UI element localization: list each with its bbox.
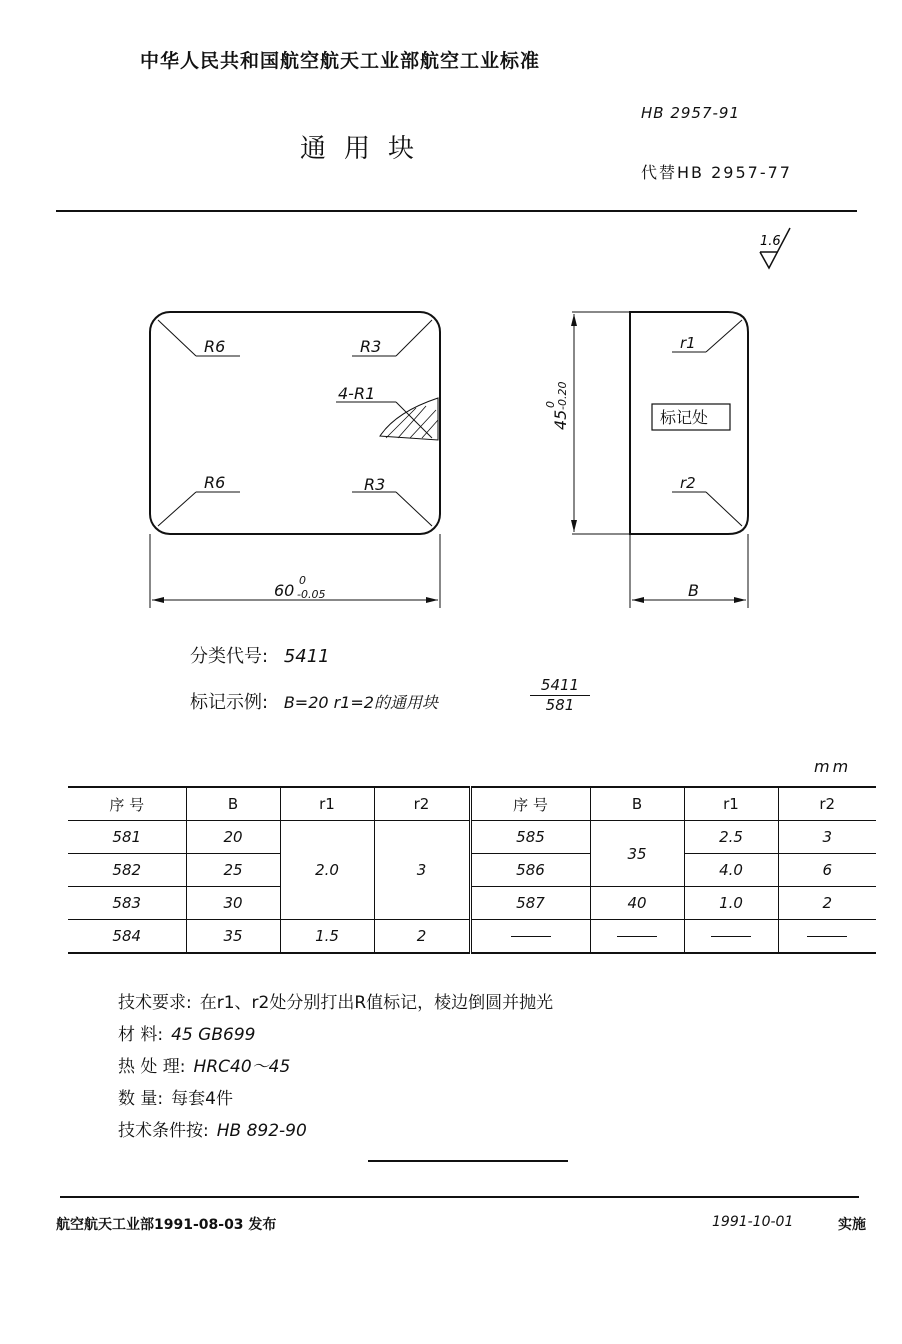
header-no-right: 序 号	[470, 787, 590, 821]
header-no: 序 号	[68, 787, 186, 821]
width-dimension: 60	[274, 581, 295, 600]
merged-b-right: 35	[590, 821, 684, 887]
requirement-conditions: 技术条件按: HB 892-90	[118, 1121, 307, 1141]
side-radius-1-label: r1	[680, 334, 696, 352]
standard-number: HB 2957-91	[641, 104, 741, 122]
issue-date: 航空航天工业部1991-08-03 发布	[56, 1217, 277, 1233]
replaces-standard: 代替HB 2957-77	[641, 163, 792, 182]
marking-example-fraction	[530, 676, 590, 714]
requirement-technical: 技术要求: 在r1、r2处分别打出R值标记，棱边倒圆并抛光	[118, 993, 554, 1013]
header-b-right: B	[590, 787, 684, 821]
classification-code-label: 分类代号:	[190, 646, 269, 667]
requirement-quantity: 数 量: 每套4件	[118, 1089, 233, 1109]
empty-dash	[807, 936, 847, 937]
classification-code	[190, 642, 330, 668]
document-title: 通用块	[300, 134, 433, 164]
thickness-dimension: B	[688, 581, 699, 600]
side-view	[571, 312, 748, 608]
effective-date: 1991-10-01	[712, 1214, 794, 1230]
marking-fraction-numerator: 5411	[530, 676, 590, 696]
side-radius-2-label: r2	[680, 474, 696, 492]
dimension-table	[68, 786, 876, 954]
issuing-organization: 中华人民共和国航空航天工业部航空工业标准	[140, 50, 541, 72]
height-tolerance-lower: -0.20	[556, 381, 569, 410]
radius-label-top-right: R3	[360, 337, 382, 356]
empty-dash	[511, 936, 551, 937]
requirement-heat-treatment: 热 处 理: HRC40～45	[118, 1057, 291, 1077]
surface-finish-value: 1.6	[760, 234, 781, 249]
table-row: 583 30 587 40 1.0 2	[68, 887, 876, 920]
height-tolerance-upper: 0	[544, 401, 557, 408]
header-b: B	[186, 787, 280, 821]
header-r2-right: r2	[778, 787, 876, 821]
merged-r1: 2.0	[280, 821, 374, 920]
table-row: 582 25 586 4.0 6	[68, 854, 876, 887]
marking-example-text: B=20 r1=2的通用块	[283, 693, 438, 712]
marking-example	[190, 688, 438, 714]
table-header-row	[68, 787, 876, 821]
radius-label-top-left: R6	[204, 337, 226, 356]
hatch-radius-label: 4-R1	[338, 384, 376, 403]
empty-dash	[617, 936, 657, 937]
header-r1: r1	[280, 787, 374, 821]
table-row: 581 20 2.0 3 585 35 2.5 3	[68, 821, 876, 854]
footer-rule	[60, 1196, 859, 1198]
front-view	[150, 312, 440, 608]
header-r1-right: r1	[684, 787, 778, 821]
classification-code-value: 5411	[283, 646, 330, 667]
width-tolerance-upper: 0	[299, 574, 306, 587]
radius-label-bottom-left: R6	[204, 473, 226, 492]
effective-label: 实施	[838, 1217, 866, 1233]
height-dimension: 45	[551, 409, 570, 430]
width-tolerance-lower: -0.05	[297, 588, 326, 601]
marking-area-label: 标记处	[660, 408, 709, 427]
marking-fraction-denominator: 581	[545, 696, 575, 714]
end-rule	[368, 1160, 568, 1162]
marking-example-label: 标记示例:	[190, 692, 269, 713]
table-row: 584 35 1.5 2	[68, 920, 876, 954]
part-drawing	[0, 0, 902, 640]
table-unit: mm	[814, 757, 852, 776]
empty-dash	[711, 936, 751, 937]
header-r2: r2	[374, 787, 470, 821]
merged-r2: 3	[374, 821, 470, 920]
requirement-material: 材 料: 45 GB699	[118, 1025, 256, 1045]
radius-label-bottom-right: R3	[364, 475, 386, 494]
